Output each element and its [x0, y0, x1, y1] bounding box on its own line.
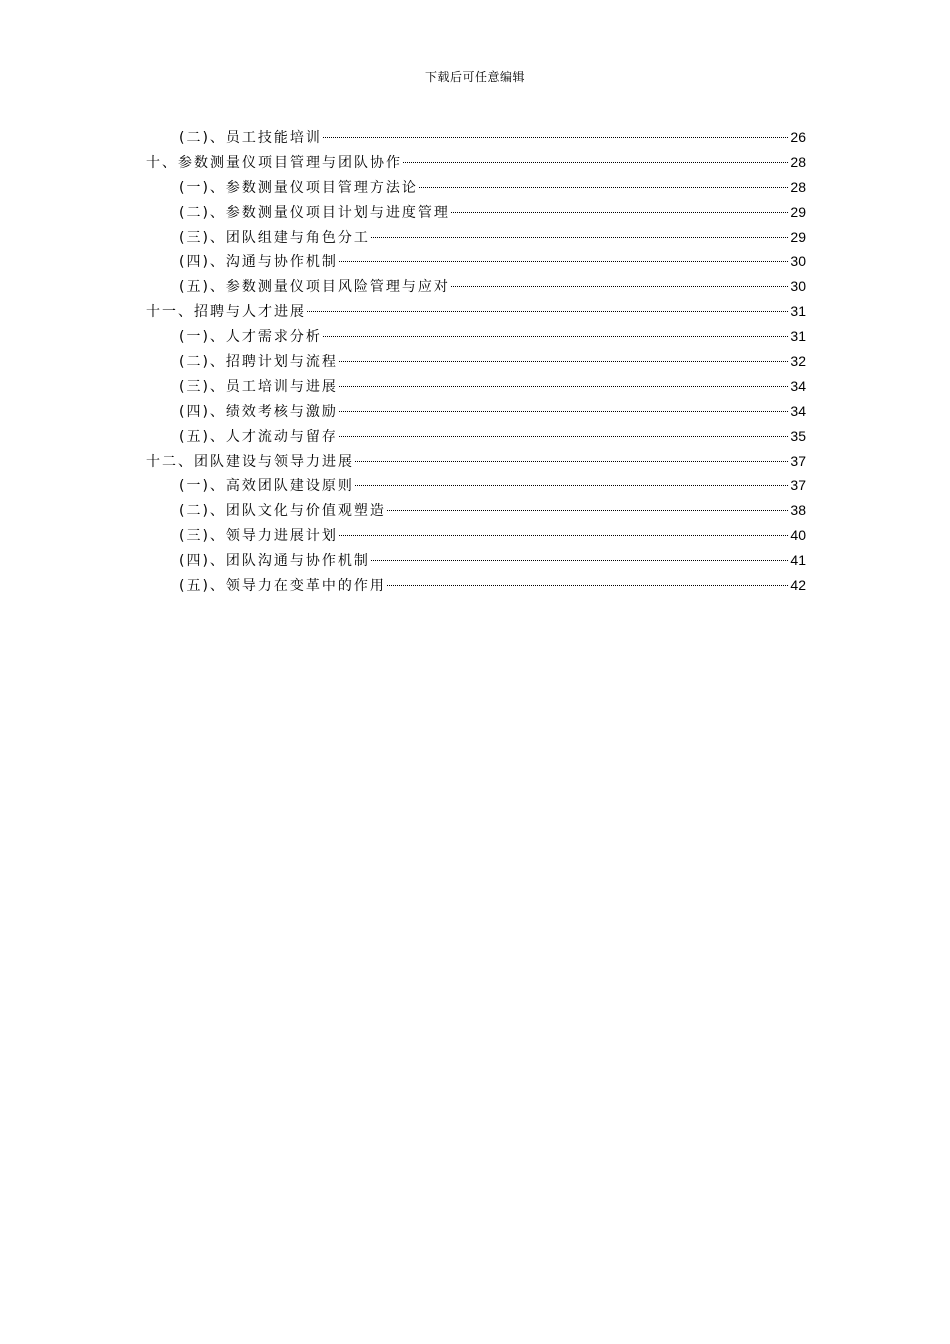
toc-entry-title: (二)、团队文化与价值观塑造 [179, 503, 386, 520]
toc-page-number: 38 [790, 502, 806, 519]
toc-page-number: 34 [790, 377, 806, 394]
toc-page-number: 32 [790, 353, 806, 370]
toc-entry-title: (二)、员工技能培训 [179, 130, 322, 146]
toc-page-number: 31 [790, 328, 806, 345]
toc-dot-leader [307, 311, 788, 312]
toc-page-number: 29 [790, 203, 806, 220]
toc-dot-leader [339, 436, 788, 437]
toc-entry-title: (一)、高效团队建设原则 [179, 478, 354, 495]
toc-page-number: 30 [790, 253, 806, 270]
toc-dot-leader [355, 461, 788, 462]
toc-dot-leader [339, 361, 788, 362]
toc-dot-leader [451, 212, 788, 213]
toc-entry-title: (三)、领导力进展计划 [179, 528, 338, 545]
toc-entry[interactable] [146, 573, 806, 598]
toc-entry-title: (一)、人才需求分析 [179, 329, 322, 346]
toc-entry-title: (四)、团队沟通与协作机制 [179, 553, 370, 570]
toc-dot-leader [339, 261, 788, 262]
toc-page-number: 37 [790, 452, 806, 469]
toc-dot-leader [371, 237, 788, 238]
toc-entry-title: (二)、参数测量仪项目计划与进度管理 [179, 204, 450, 221]
table-of-contents [146, 125, 806, 598]
toc-dot-leader [323, 137, 788, 138]
toc-page-number: 41 [790, 552, 806, 569]
toc-entry[interactable] [146, 424, 806, 449]
toc-dot-leader [339, 386, 788, 387]
toc-entry[interactable] [146, 374, 806, 399]
toc-chapter-entry[interactable] [146, 150, 806, 175]
toc-entry-title: 十一、招聘与人才进展 [146, 304, 306, 321]
toc-page-number: 28 [790, 153, 806, 170]
page-header: 下载后可任意编辑 [424, 70, 525, 84]
toc-dot-leader [403, 162, 788, 163]
toc-entry[interactable] [146, 249, 806, 274]
toc-entry-title: (五)、参数测量仪项目风险管理与应对 [179, 279, 450, 296]
toc-entry[interactable] [146, 225, 806, 250]
toc-entry[interactable] [146, 548, 806, 573]
toc-dot-leader [387, 585, 788, 586]
toc-entry-title: (四)、绩效考核与激励 [179, 403, 338, 420]
toc-entry-title: (四)、沟通与协作机制 [179, 254, 338, 271]
toc-entry-title: (五)、领导力在变革中的作用 [179, 578, 386, 595]
toc-page-number: 28 [790, 178, 806, 195]
toc-entry-title: (二)、招聘计划与流程 [179, 354, 338, 371]
toc-chapter-entry[interactable] [146, 449, 806, 474]
toc-entry-title: (五)、人才流动与留存 [179, 428, 338, 445]
toc-entry[interactable] [146, 498, 806, 523]
toc-page-number: 42 [790, 577, 806, 594]
toc-page-number: 29 [790, 228, 806, 245]
toc-entry[interactable] [146, 200, 806, 225]
toc-dot-leader [387, 510, 788, 511]
toc-entry[interactable] [146, 175, 806, 200]
toc-page-number: 26 [790, 129, 806, 145]
toc-dot-leader [323, 336, 788, 337]
toc-dot-leader [371, 560, 788, 561]
toc-page-number: 35 [790, 427, 806, 444]
toc-entry-title: (三)、员工培训与进展 [179, 378, 338, 395]
toc-entry[interactable] [146, 349, 806, 374]
toc-page-number: 30 [790, 278, 806, 295]
toc-chapter-entry[interactable] [146, 299, 806, 324]
toc-entry[interactable] [146, 473, 806, 498]
toc-page-number: 31 [790, 303, 806, 320]
toc-page-number: 40 [790, 527, 806, 544]
toc-entry[interactable] [146, 399, 806, 424]
toc-page-number: 34 [790, 402, 806, 419]
toc-page-number: 37 [790, 477, 806, 494]
toc-entry[interactable] [146, 523, 806, 548]
toc-entry[interactable] [146, 324, 806, 349]
toc-entry-title: 十二、团队建设与领导力进展 [146, 453, 354, 470]
toc-dot-leader [355, 485, 788, 486]
toc-entry[interactable] [146, 274, 806, 299]
toc-entry-title: (三)、团队组建与角色分工 [179, 229, 370, 246]
toc-entry[interactable] [146, 125, 806, 150]
toc-dot-leader [451, 286, 788, 287]
toc-dot-leader [419, 187, 788, 188]
toc-entry-title: 十、参数测量仪项目管理与团队协作 [146, 154, 402, 171]
toc-entry-title: (一)、参数测量仪项目管理方法论 [179, 179, 418, 196]
toc-dot-leader [339, 411, 788, 412]
toc-dot-leader [339, 535, 788, 536]
